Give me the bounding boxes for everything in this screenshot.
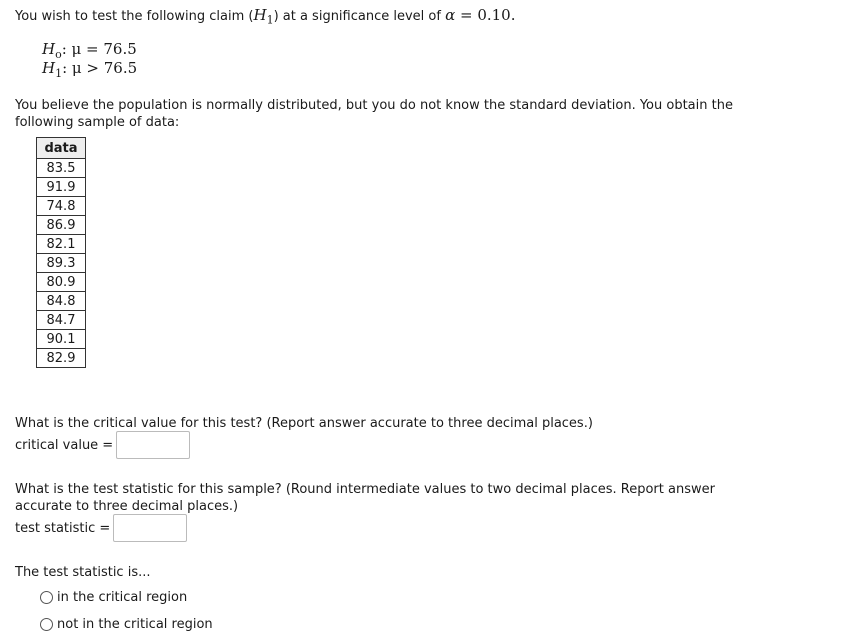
- alternative-hypothesis: [42, 59, 137, 78]
- data-cell: 91.9: [37, 178, 86, 197]
- radio-label: not in the critical region: [57, 617, 213, 632]
- h1-symbol: H: [42, 59, 56, 77]
- data-cell: 86.9: [37, 216, 86, 235]
- data-cell: 89.3: [37, 254, 86, 273]
- test-statistic-label: test statistic =: [15, 520, 111, 536]
- data-cell: 84.8: [37, 292, 86, 311]
- intro-text-middle: ) at a significance level of: [273, 9, 446, 24]
- h0-body: : μ = 76.5: [61, 40, 137, 58]
- test-statistic-row: [15, 514, 187, 542]
- h0-symbol: H: [42, 40, 56, 58]
- radio-option-not-in-critical-region[interactable]: [40, 617, 213, 632]
- claim-subscript: 1: [266, 13, 274, 27]
- hypotheses: [42, 40, 137, 78]
- critical-value-input[interactable]: [116, 431, 190, 459]
- radio-button[interactable]: [40, 618, 53, 631]
- radio-button[interactable]: [40, 591, 53, 604]
- critical-value-question: What is the critical value for this test? (Report answer accurate to three decimal places.): [15, 416, 593, 431]
- alpha-symbol: α: [445, 6, 456, 24]
- data-cell: 74.8: [37, 197, 86, 216]
- data-cell: 80.9: [37, 273, 86, 292]
- sample-description: You believe the population is normally distributed, but you do not know the standard deviation. You obtain the following sample of data:: [15, 98, 733, 130]
- test-statistic-input[interactable]: [113, 514, 187, 542]
- data-table: [36, 137, 86, 368]
- critical-value-label: critical value =: [15, 437, 114, 453]
- data-table-header: data: [37, 138, 86, 159]
- null-hypothesis: [42, 40, 137, 59]
- h0-subscript: o: [55, 48, 62, 61]
- test-statistic-question: What is the test statistic for this sample? (Round intermediate values to two decimal places. Report answer accurate to three decimal places.): [15, 482, 715, 514]
- data-cell: 83.5: [37, 159, 86, 178]
- region-question: The test statistic is...: [15, 565, 151, 580]
- critical-value-row: [15, 431, 190, 459]
- data-cell: 82.9: [37, 349, 86, 368]
- data-cell: 90.1: [37, 330, 86, 349]
- data-cell: 82.1: [37, 235, 86, 254]
- intro-text-before: You wish to test the following claim (: [15, 9, 254, 24]
- h1-body: : μ > 76.5: [62, 59, 138, 77]
- data-cell: 84.7: [37, 311, 86, 330]
- claim-symbol: H: [253, 6, 267, 24]
- h1-subscript: 1: [55, 67, 63, 80]
- radio-label: in the critical region: [57, 590, 188, 605]
- intro-text: [15, 5, 516, 31]
- alpha-value: = 0.10.: [455, 6, 516, 24]
- radio-option-in-critical-region[interactable]: [40, 590, 187, 605]
